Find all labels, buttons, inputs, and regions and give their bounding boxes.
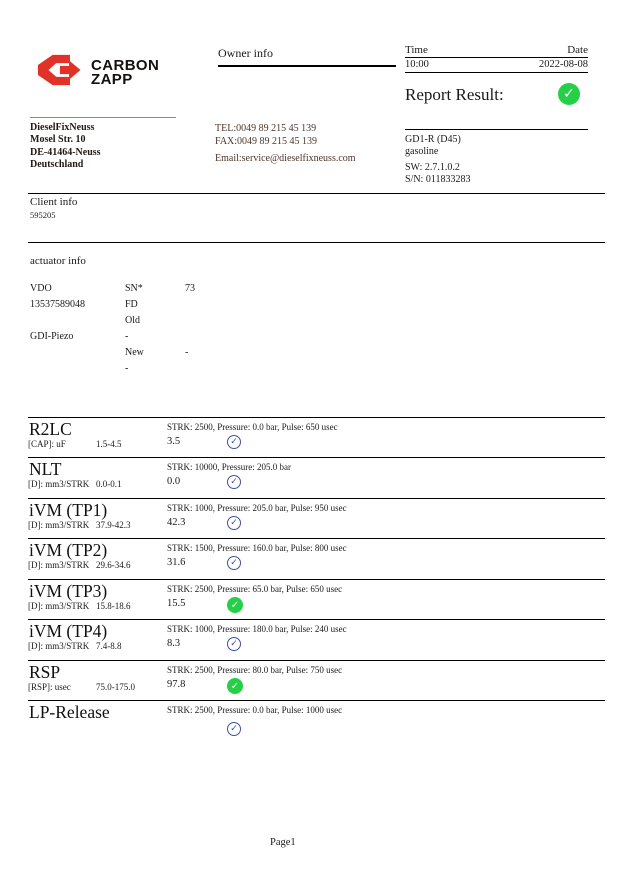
pass-check-icon [227, 556, 241, 570]
test-params: STRK: 2500, Pressure: 65.0 bar, Pulse: 650 usec [167, 584, 343, 594]
owner-address [30, 122, 101, 172]
report-result-pass-icon [558, 83, 580, 105]
test-range: 75.0-175.0 [96, 682, 135, 692]
test-unit: [D]: mm3/STRK [28, 520, 90, 530]
pass-check-icon [227, 597, 243, 613]
device-info [405, 134, 470, 185]
actuator-old-label: Old [125, 315, 140, 326]
test-row-ivm-tp4 [28, 619, 605, 660]
actuator-new-label: New [125, 347, 144, 358]
test-name: NLT [29, 459, 62, 479]
owner-name: DieselFixNeuss [30, 122, 95, 133]
owner-contact [215, 122, 356, 165]
actuator-new-value: - [185, 347, 189, 358]
test-row-ivm-tp1 [28, 498, 605, 539]
test-range: 1.5-4.5 [96, 439, 122, 449]
actuator-section-divider [28, 242, 605, 243]
test-params: STRK: 2500, Pressure: 0.0 bar, Pulse: 1000 usec [167, 705, 343, 715]
test-params: STRK: 10000, Pressure: 205.0 bar [167, 462, 291, 472]
pass-check-icon [227, 722, 241, 736]
test-name: LP-Release [29, 702, 110, 722]
time-value: 10:00 [405, 59, 429, 70]
test-value: 42.3 [167, 517, 186, 528]
owner-country: Deutschland [30, 159, 84, 171]
pass-check-icon [227, 475, 241, 489]
test-range: 37.9-42.3 [96, 520, 131, 530]
pass-check-icon [227, 516, 241, 530]
test-params: STRK: 2500, Pressure: 80.0 bar, Pulse: 750 usec [167, 665, 343, 675]
device-fuel: gasoline [405, 145, 439, 157]
test-name: iVM (TP1) [29, 500, 108, 520]
time-date-table [405, 44, 588, 73]
carbonzapp-logo-icon [36, 54, 82, 91]
test-range: 0.0-0.1 [96, 479, 122, 489]
client-info-heading: Client info [30, 196, 78, 208]
actuator-part-number: 13537589048 [30, 299, 85, 310]
owner-email: Email:service@dieselfixneuss.com [215, 153, 356, 164]
date-value: 2022-08-08 [539, 59, 588, 70]
test-value: 97.8 [167, 679, 186, 690]
test-range: 29.6-34.6 [96, 560, 131, 570]
owner-street: Mosel Str. 10 [30, 134, 86, 146]
device-model: GD1-R (D45) [405, 134, 461, 145]
test-value: 8.3 [167, 638, 181, 649]
pass-check-icon [227, 435, 241, 449]
owner-info-heading: Owner info [218, 46, 396, 67]
test-row-ivm-tp3 [28, 579, 605, 620]
test-params: STRK: 1000, Pressure: 205.0 bar, Pulse: 950 usec [167, 503, 347, 513]
time-label: Time [405, 44, 428, 56]
test-name: iVM (TP4) [29, 621, 108, 641]
test-row-nlt [28, 457, 605, 498]
test-value: 31.6 [167, 557, 186, 568]
device-serial: S/N: 011833283 [405, 173, 471, 185]
test-row-lp-release [28, 700, 605, 747]
test-params: STRK: 2500, Pressure: 0.0 bar, Pulse: 650 usec [167, 422, 338, 432]
owner-city: DE-41464-Neuss [30, 146, 101, 158]
client-number: 595205 [30, 210, 56, 220]
actuator-sn-value: 73 [185, 283, 195, 294]
actuator-type: GDI-Piezo [30, 331, 74, 342]
test-name: R2LC [29, 419, 72, 439]
test-params: STRK: 1500, Pressure: 160.0 bar, Pulse: 800 usec [167, 543, 347, 553]
actuator-sn-label: SN* [125, 283, 143, 294]
test-unit: [D]: mm3/STRK [28, 560, 90, 570]
client-section-divider [28, 193, 605, 194]
date-label: Date [567, 44, 588, 56]
logo-line2: ZAPP [91, 70, 133, 88]
owner-tel: TEL:0049 89 215 45 139 [215, 123, 317, 134]
actuator-info-heading: actuator info [30, 255, 86, 267]
test-unit: [RSP]: usec [28, 682, 71, 692]
actuator-old-value: - [125, 331, 129, 342]
test-row-ivm-tp2 [28, 538, 605, 579]
test-name: iVM (TP3) [29, 581, 108, 601]
test-unit: [D]: mm3/STRK [28, 479, 90, 489]
test-name: iVM (TP2) [29, 540, 108, 560]
test-value: 15.5 [167, 598, 186, 609]
report-result-label: Report Result: [405, 85, 504, 104]
test-row-rsp [28, 660, 605, 701]
test-params: STRK: 1000, Pressure: 180.0 bar, Pulse: 240 usec [167, 624, 347, 634]
device-divider [405, 129, 588, 130]
actuator-brand: VDO [30, 283, 52, 294]
test-range: 7.4-8.8 [96, 641, 122, 651]
test-name: RSP [29, 662, 61, 682]
owner-fax: FAX:0049 89 215 45 139 [215, 136, 318, 147]
carbonzapp-logo [36, 54, 159, 91]
logo-line1: CARBON [91, 56, 160, 74]
device-software: SW: 2.7.1.0.2 [405, 162, 460, 173]
pass-check-icon [227, 678, 243, 694]
test-range: 15.8-18.6 [96, 601, 131, 611]
test-unit: [D]: mm3/STRK [28, 601, 90, 611]
test-unit: [D]: mm3/STRK [28, 641, 90, 651]
address-divider [30, 117, 176, 118]
test-value: 3.5 [167, 436, 181, 447]
actuator-fd-label: FD [125, 299, 138, 310]
test-unit: [CAP]: uF [28, 439, 66, 449]
test-row-r2lc [28, 417, 605, 458]
actuator-new-value2: - [125, 363, 129, 374]
carbonzapp-logo-text [91, 56, 160, 88]
pass-check-icon [227, 637, 241, 651]
test-value: 0.0 [167, 476, 181, 487]
page-number: Page1 [270, 837, 296, 848]
